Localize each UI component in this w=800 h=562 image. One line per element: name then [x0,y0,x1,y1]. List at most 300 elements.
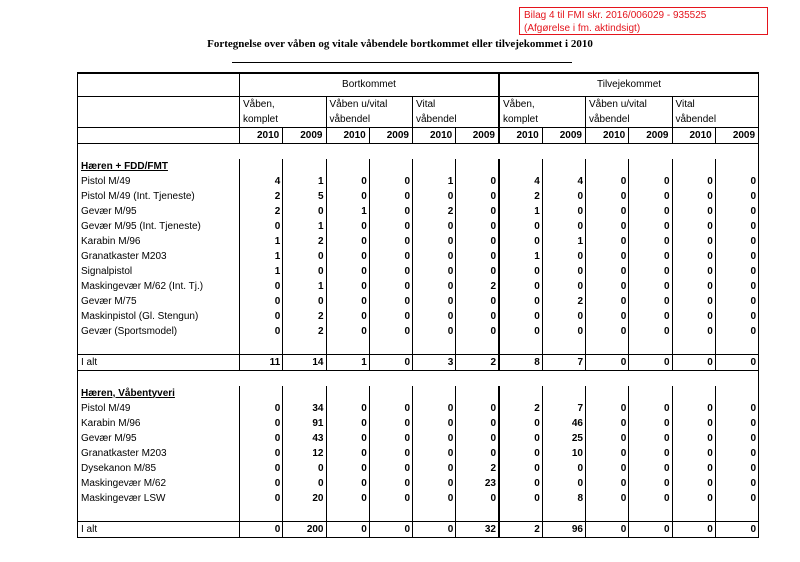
total-cell: 0 [672,355,715,371]
spacer-row [78,371,759,387]
corner-cell [78,112,240,128]
empty-cell [456,506,499,522]
count-cell: 0 [499,294,542,309]
total-cell: 11 [240,355,283,371]
count-cell: 0 [586,204,629,219]
count-cell: 2 [499,189,542,204]
count-cell: 0 [542,309,585,324]
count-cell: 1 [240,249,283,264]
year-header: 2010 [413,128,456,144]
count-cell: 0 [499,446,542,461]
count-cell: 1 [499,204,542,219]
count-cell: 0 [542,324,585,339]
count-cell: 0 [715,174,758,189]
count-cell: 0 [240,461,283,476]
count-cell: 0 [326,264,369,279]
count-cell: 0 [326,446,369,461]
count-cell: 4 [542,174,585,189]
count-cell: 0 [672,324,715,339]
count-cell: 0 [413,294,456,309]
count-cell: 0 [542,461,585,476]
count-cell: 0 [326,219,369,234]
count-cell: 0 [672,476,715,491]
count-cell: 0 [715,491,758,506]
empty-cell [672,339,715,355]
count-cell: 1 [542,234,585,249]
total-cell: 3 [413,355,456,371]
count-cell: 1 [240,234,283,249]
count-cell: 0 [542,219,585,234]
count-cell: 2 [456,461,499,476]
year-header: 2010 [499,128,542,144]
count-cell: 0 [369,219,412,234]
count-cell: 0 [369,446,412,461]
empty-cell [715,339,758,355]
count-cell: 0 [240,431,283,446]
count-cell: 0 [715,431,758,446]
count-cell: 2 [413,204,456,219]
column-header-line: Våben, [499,97,586,113]
count-cell: 0 [369,431,412,446]
weapon-label: Signalpistol [78,264,240,279]
count-cell: 0 [369,491,412,506]
weapon-label: Gevær M/95 (Int. Tjeneste) [78,219,240,234]
total-cell: 2 [499,522,542,538]
count-cell: 0 [369,279,412,294]
year-header: 2009 [542,128,585,144]
count-cell: 0 [715,204,758,219]
count-cell: 2 [283,324,326,339]
count-cell: 0 [499,264,542,279]
count-cell: 0 [715,264,758,279]
count-cell: 0 [369,249,412,264]
count-cell: 0 [499,476,542,491]
count-cell: 0 [413,309,456,324]
column-header-line: Våben u/vital [586,97,673,113]
total-cell: 96 [542,522,585,538]
count-cell: 0 [629,416,672,431]
count-cell: 0 [586,234,629,249]
weapon-label: Maskingevær M/62 [78,476,240,491]
count-cell: 0 [499,279,542,294]
weapon-label: Maskingevær M/62 (Int. Tj.) [78,279,240,294]
count-cell: 0 [499,324,542,339]
stamp-box [519,7,768,35]
count-cell: 0 [456,174,499,189]
count-cell: 0 [240,324,283,339]
weapon-label: Granatkaster M203 [78,446,240,461]
count-cell: 0 [586,446,629,461]
count-cell: 0 [715,219,758,234]
count-cell: 0 [499,234,542,249]
column-header-line: Våben, [240,97,327,113]
count-cell: 0 [629,401,672,416]
empty-cell [499,386,542,401]
count-cell: 0 [456,294,499,309]
count-cell: 46 [542,416,585,431]
count-cell: 0 [456,416,499,431]
count-cell: 0 [456,324,499,339]
count-cell: 1 [240,264,283,279]
count-cell: 0 [283,204,326,219]
count-cell: 0 [672,204,715,219]
count-cell: 0 [672,279,715,294]
empty-cell [283,339,326,355]
total-cell: 0 [369,522,412,538]
weapon-label: Gevær M/95 [78,431,240,446]
count-cell: 0 [715,234,758,249]
empty-cell [715,159,758,174]
count-cell: 0 [672,309,715,324]
empty-cell [542,506,585,522]
count-cell: 0 [629,189,672,204]
count-cell: 0 [283,264,326,279]
total-cell: 0 [715,522,758,538]
column-header-line: komplet [240,112,327,128]
empty-cell [326,386,369,401]
section-heading: Hæren + FDD/FMT [78,159,240,174]
count-cell: 0 [326,174,369,189]
count-cell: 0 [326,249,369,264]
count-cell: 91 [283,416,326,431]
empty-cell [499,506,542,522]
title-underline [232,62,572,63]
empty-cell [672,159,715,174]
count-cell: 2 [456,279,499,294]
total-cell: 0 [413,522,456,538]
empty-cell [369,159,412,174]
count-cell: 0 [715,461,758,476]
count-cell: 0 [586,324,629,339]
empty-cell [499,159,542,174]
empty-cell [456,159,499,174]
count-cell: 1 [326,204,369,219]
column-header-line: komplet [499,112,586,128]
count-cell: 0 [369,174,412,189]
count-cell: 0 [542,204,585,219]
count-cell: 0 [586,189,629,204]
count-cell: 0 [586,416,629,431]
count-cell: 0 [586,309,629,324]
empty-cell [715,386,758,401]
empty-cell [542,159,585,174]
count-cell: 0 [629,294,672,309]
count-cell: 0 [542,189,585,204]
count-cell: 0 [629,174,672,189]
empty-cell [499,339,542,355]
empty-cell [369,339,412,355]
count-cell: 0 [326,294,369,309]
group-header-found: Tilvejekommet [499,73,759,97]
count-cell: 0 [586,461,629,476]
count-cell: 0 [542,279,585,294]
count-cell: 0 [672,219,715,234]
empty-cell [629,339,672,355]
count-cell: 7 [542,401,585,416]
count-cell: 8 [542,491,585,506]
count-cell: 0 [240,446,283,461]
count-cell: 0 [672,491,715,506]
column-header-line: Vital [672,97,759,113]
count-cell: 0 [369,234,412,249]
count-cell: 0 [413,234,456,249]
count-cell: 0 [715,476,758,491]
count-cell: 0 [672,264,715,279]
count-cell: 0 [586,431,629,446]
count-cell: 1 [283,174,326,189]
count-cell: 2 [240,204,283,219]
count-cell: 0 [413,324,456,339]
empty-cell [586,386,629,401]
spacer-cell [78,339,240,355]
count-cell: 5 [283,189,326,204]
weapon-label: Pistol M/49 (Int. Tjeneste) [78,189,240,204]
count-cell: 0 [629,461,672,476]
corner-cell [78,73,240,97]
count-cell: 0 [456,446,499,461]
weapon-label: Gevær M/95 [78,204,240,219]
count-cell: 0 [240,219,283,234]
column-header-line: våbendel [586,112,673,128]
count-cell: 0 [369,309,412,324]
count-cell: 0 [629,279,672,294]
count-cell: 0 [499,416,542,431]
count-cell: 0 [413,476,456,491]
weapon-label: Gevær (Sportsmodel) [78,324,240,339]
count-cell: 0 [586,294,629,309]
count-cell: 2 [283,309,326,324]
count-cell: 0 [586,491,629,506]
count-cell: 0 [283,476,326,491]
count-cell: 0 [586,249,629,264]
count-cell: 0 [283,249,326,264]
empty-cell [240,159,283,174]
empty-cell [369,506,412,522]
count-cell: 0 [672,401,715,416]
section-heading: Hæren, Våbentyveri [78,386,240,401]
total-cell: 0 [629,522,672,538]
count-cell: 0 [629,324,672,339]
total-cell: 1 [326,355,369,371]
count-cell: 0 [499,219,542,234]
total-cell: 0 [672,522,715,538]
weapon-label: Granatkaster M203 [78,249,240,264]
count-cell: 1 [283,219,326,234]
count-cell: 0 [542,249,585,264]
count-cell: 0 [715,309,758,324]
year-header: 2010 [326,128,369,144]
count-cell: 0 [586,264,629,279]
count-cell: 25 [542,431,585,446]
count-cell: 0 [369,401,412,416]
group-header-lost: Bortkommet [240,73,500,97]
count-cell: 0 [240,491,283,506]
empty-cell [369,386,412,401]
weapons-table [77,72,759,538]
empty-cell [715,506,758,522]
total-cell: 2 [456,355,499,371]
total-cell: 0 [629,355,672,371]
count-cell: 0 [413,401,456,416]
count-cell: 0 [629,476,672,491]
year-header: 2010 [240,128,283,144]
count-cell: 0 [672,249,715,264]
count-cell: 0 [326,416,369,431]
count-cell: 0 [369,416,412,431]
corner-cell [78,128,240,144]
count-cell: 0 [413,431,456,446]
count-cell: 0 [629,204,672,219]
count-cell: 0 [629,309,672,324]
count-cell: 20 [283,491,326,506]
empty-cell [629,386,672,401]
empty-cell [283,386,326,401]
count-cell: 0 [413,416,456,431]
column-header-line: våbendel [326,112,413,128]
count-cell: 0 [456,401,499,416]
weapon-label: Karabin M/96 [78,416,240,431]
count-cell: 0 [672,189,715,204]
count-cell: 0 [326,461,369,476]
year-header: 2009 [629,128,672,144]
total-label: I alt [78,522,240,538]
count-cell: 0 [413,279,456,294]
count-cell: 0 [326,189,369,204]
empty-cell [326,159,369,174]
count-cell: 0 [629,446,672,461]
count-cell: 0 [629,219,672,234]
empty-cell [629,159,672,174]
count-cell: 23 [456,476,499,491]
stamp-line-1: Bilag 4 til FMI skr. 2016/006029 - 935525 [524,10,707,21]
count-cell: 0 [629,234,672,249]
count-cell: 0 [413,219,456,234]
count-cell: 43 [283,431,326,446]
count-cell: 0 [456,309,499,324]
empty-cell [413,386,456,401]
count-cell: 0 [326,279,369,294]
total-cell: 0 [715,355,758,371]
corner-cell [78,97,240,113]
count-cell: 12 [283,446,326,461]
empty-cell [629,506,672,522]
weapon-label: Pistol M/49 [78,401,240,416]
empty-cell [240,339,283,355]
count-cell: 0 [413,189,456,204]
empty-cell [542,386,585,401]
column-header-line: våbendel [672,112,759,128]
count-cell: 0 [456,249,499,264]
count-cell: 0 [715,324,758,339]
empty-cell [672,506,715,522]
count-cell: 0 [672,431,715,446]
count-cell: 0 [369,189,412,204]
count-cell: 0 [715,294,758,309]
count-cell: 0 [715,416,758,431]
count-cell: 0 [586,476,629,491]
count-cell: 0 [369,476,412,491]
count-cell: 0 [240,309,283,324]
empty-cell [542,339,585,355]
count-cell: 0 [369,204,412,219]
count-cell: 0 [369,461,412,476]
count-cell: 0 [499,309,542,324]
empty-cell [456,386,499,401]
weapon-label: Dysekanon M/85 [78,461,240,476]
total-cell: 32 [456,522,499,538]
empty-cell [326,506,369,522]
count-cell: 0 [240,294,283,309]
stamp-line-2: (Afgørelse i fm. aktindsigt) [524,23,641,34]
count-cell: 0 [240,401,283,416]
year-header: 2009 [369,128,412,144]
count-cell: 4 [240,174,283,189]
empty-cell [586,159,629,174]
count-cell: 0 [240,416,283,431]
count-cell: 0 [456,204,499,219]
count-cell: 0 [413,249,456,264]
total-cell: 7 [542,355,585,371]
year-header: 2009 [715,128,758,144]
empty-cell [413,339,456,355]
count-cell: 0 [456,219,499,234]
count-cell: 0 [499,491,542,506]
count-cell: 0 [672,234,715,249]
document-title: Fortegnelse over våben og vitale våbendele bortkommet eller tilvejekommet i 2010 [207,38,593,50]
count-cell: 2 [542,294,585,309]
count-cell: 0 [369,264,412,279]
count-cell: 0 [456,491,499,506]
count-cell: 0 [240,279,283,294]
count-cell: 0 [672,294,715,309]
count-cell: 0 [240,476,283,491]
count-cell: 2 [283,234,326,249]
count-cell: 0 [456,431,499,446]
count-cell: 0 [413,446,456,461]
column-header-line: Vital [413,97,500,113]
count-cell: 0 [715,279,758,294]
empty-cell [326,339,369,355]
weapon-label: Maskingevær LSW [78,491,240,506]
empty-cell [413,506,456,522]
count-cell: 0 [629,431,672,446]
count-cell: 0 [629,491,672,506]
count-cell: 0 [586,279,629,294]
count-cell: 2 [499,401,542,416]
column-header-line: Våben u/vital [326,97,413,113]
count-cell: 0 [542,264,585,279]
count-cell: 0 [326,401,369,416]
count-cell: 0 [369,294,412,309]
empty-cell [672,386,715,401]
count-cell: 1 [413,174,456,189]
weapon-label: Pistol M/49 [78,174,240,189]
count-cell: 0 [456,189,499,204]
count-cell: 0 [629,249,672,264]
year-header: 2009 [283,128,326,144]
count-cell: 1 [283,279,326,294]
count-cell: 0 [456,264,499,279]
total-cell: 14 [283,355,326,371]
empty-cell [283,159,326,174]
spacer-row [78,144,759,160]
total-cell: 200 [283,522,326,538]
count-cell: 0 [715,401,758,416]
count-cell: 0 [326,309,369,324]
empty-cell [240,506,283,522]
count-cell: 0 [629,264,672,279]
count-cell: 0 [326,476,369,491]
